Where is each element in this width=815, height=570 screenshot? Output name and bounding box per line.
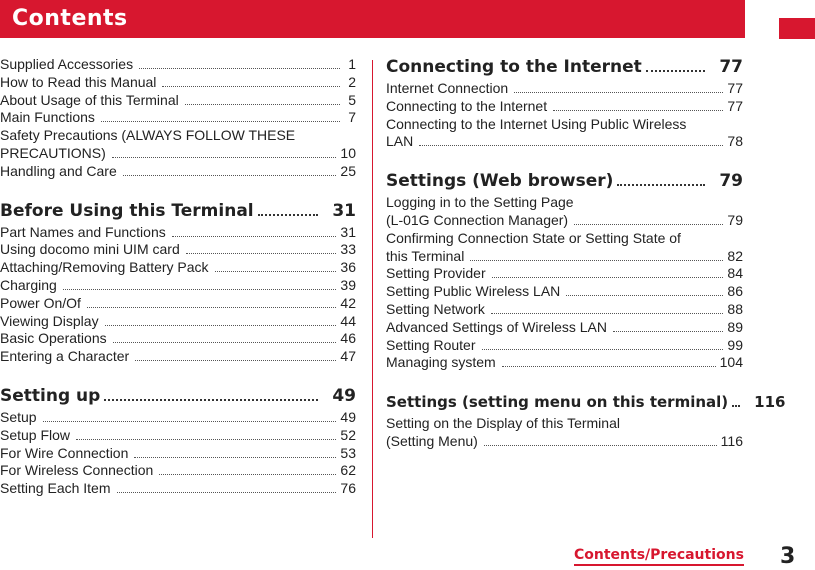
toc-entry[interactable]: Main Functions 7	[0, 109, 356, 126]
toc-entry[interactable]: Using docomo mini UIM card 33	[0, 241, 356, 258]
toc-entry[interactable]: Connecting to the Internet Using Public Wireless LAN 78	[386, 115, 743, 150]
section-heading[interactable]: Setting up 49	[0, 385, 356, 406]
toc-right-column	[386, 56, 786, 451]
toc-entry[interactable]: Basic Operations 46	[0, 330, 356, 347]
toc-entry[interactable]: Setting Router 99	[386, 336, 743, 353]
toc-entry[interactable]: Setting Network 88	[386, 300, 743, 317]
toc-entry[interactable]: Handling and Care 25	[0, 162, 356, 179]
toc-entry[interactable]: Logging in to the Setting Page (L-01G Connection Manager) 79	[386, 194, 743, 228]
toc-entry[interactable]: Safety Precautions (ALWAYS FOLLOW THESE PRECAUTIONS) 10	[0, 127, 356, 161]
section-heading[interactable]: Settings (Web browser) 79	[386, 171, 743, 192]
toc-entry[interactable]: Setup Flow 52	[0, 426, 356, 443]
toc-entry[interactable]: Managing system 104	[386, 354, 743, 371]
section-heading[interactable]: Settings (setting menu on this terminal) 116	[386, 393, 786, 412]
header-banner	[0, 0, 745, 38]
toc-entry[interactable]: About Usage of this Terminal 5	[0, 91, 356, 108]
toc-entry[interactable]: Setting Provider 84	[386, 265, 743, 282]
toc-entry[interactable]: Internet Connection 77	[386, 80, 743, 96]
toc-left-column	[0, 56, 356, 498]
toc-entry[interactable]: Advanced Settings of Wireless LAN 89	[386, 318, 743, 335]
toc-entry[interactable]: How to Read this Manual 2	[0, 73, 356, 90]
toc-entry[interactable]: For Wire Connection 53	[0, 444, 356, 461]
toc-entry[interactable]: Connecting to the Internet 77	[386, 97, 743, 114]
toc-entry[interactable]: Attaching/Removing Battery Pack 36	[0, 259, 356, 276]
toc-entry[interactable]: Power On/Of 42	[0, 294, 356, 311]
toc-entry[interactable]: Supplied Accessories 1	[0, 56, 356, 72]
toc-entry[interactable]: Viewing Display 44	[0, 312, 356, 329]
toc-entry[interactable]: Setting Each Item 76	[0, 480, 356, 497]
toc-entry[interactable]: Setting Public Wireless LAN 86	[386, 283, 743, 300]
contents-precautions-link[interactable]: Contents/Precautions	[574, 547, 744, 566]
section-tab	[779, 18, 815, 39]
toc-entry[interactable]: Part Names and Functions 31	[0, 223, 356, 240]
toc-entry[interactable]: Charging 39	[0, 276, 356, 293]
section-heading[interactable]: Before Using this Terminal 31	[0, 200, 356, 221]
toc-entry[interactable]: Setup 49	[0, 408, 356, 425]
toc-entry[interactable]: Confirming Connection State or Setting State of this Terminal 82	[386, 229, 743, 264]
toc-entry[interactable]: Setting on the Display of this Terminal (Setting Menu) 116	[386, 415, 743, 449]
column-divider	[372, 60, 373, 538]
toc-entry[interactable]: Entering a Character 47	[0, 348, 356, 365]
section-heading[interactable]: Connecting to the Internet 77	[386, 57, 743, 77]
toc-entry[interactable]: For Wireless Connection 62	[0, 462, 356, 479]
page-title: Contents	[12, 6, 128, 31]
page-number: 3	[780, 544, 796, 569]
